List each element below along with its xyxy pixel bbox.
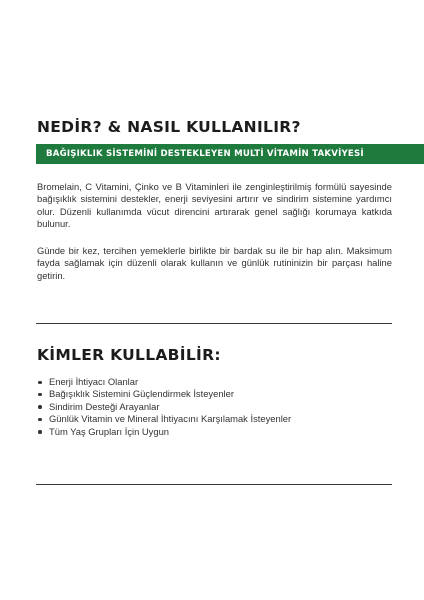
bullet-icon <box>38 393 42 397</box>
usage-paragraph: Günde bir kez, tercihen yemeklerle birlikte bir bardak su ile bir hap alın. Maksimum fayda sağlamak için düzenli olarak kullanın ve günlük rutininizin bir parçası haline getirin. <box>37 245 392 281</box>
section-title-what-and-how: NEDİR? & NASIL KULLANILIR? <box>37 118 301 136</box>
section-title-who-can-use: KİMLER KULLABİLİR: <box>37 346 221 364</box>
divider-bottom <box>36 484 392 485</box>
green-banner <box>36 144 424 164</box>
list-item-text: Günlük Vitamin ve Mineral İhtiyacını Karşılamak İsteyenler <box>49 413 292 425</box>
banner-text: BAĞIŞIKLIK SİSTEMİNİ DESTEKLEYEN MULTİ VİTAMİN TAKVİYESİ <box>46 149 364 159</box>
bullet-icon <box>38 405 42 409</box>
list-item-text: Bağışıklık Sistemini Güçlendirmek İsteyenler <box>49 388 234 400</box>
bullet-icon <box>38 381 42 385</box>
list-item <box>37 401 291 413</box>
divider-top <box>36 323 392 324</box>
list-item <box>37 388 291 400</box>
list-item <box>37 376 291 388</box>
list-item-text: Enerji İhtiyacı Olanlar <box>49 376 139 387</box>
description-paragraph: Bromelain, C Vitamini, Çinko ve B Vitaminleri ile zenginleştirilmiş formülü sayesinde bağışıklık sistemini destekler, enerji seviyesini artırır ve sindirim sistemine yardımcı olur. Düzenli kullanımda vücut direncini artırarak genel sağlığı korumaya katkıda bulunur. <box>37 181 392 230</box>
bullet-icon <box>38 430 42 434</box>
list-item <box>37 426 291 438</box>
list-item <box>37 413 291 425</box>
list-item-text: Tüm Yaş Grupları İçin Uygun <box>49 425 170 437</box>
bullet-icon <box>38 418 42 422</box>
target-users-list <box>37 376 291 438</box>
list-item-text: Sindirim Desteği Arayanlar <box>49 400 160 412</box>
